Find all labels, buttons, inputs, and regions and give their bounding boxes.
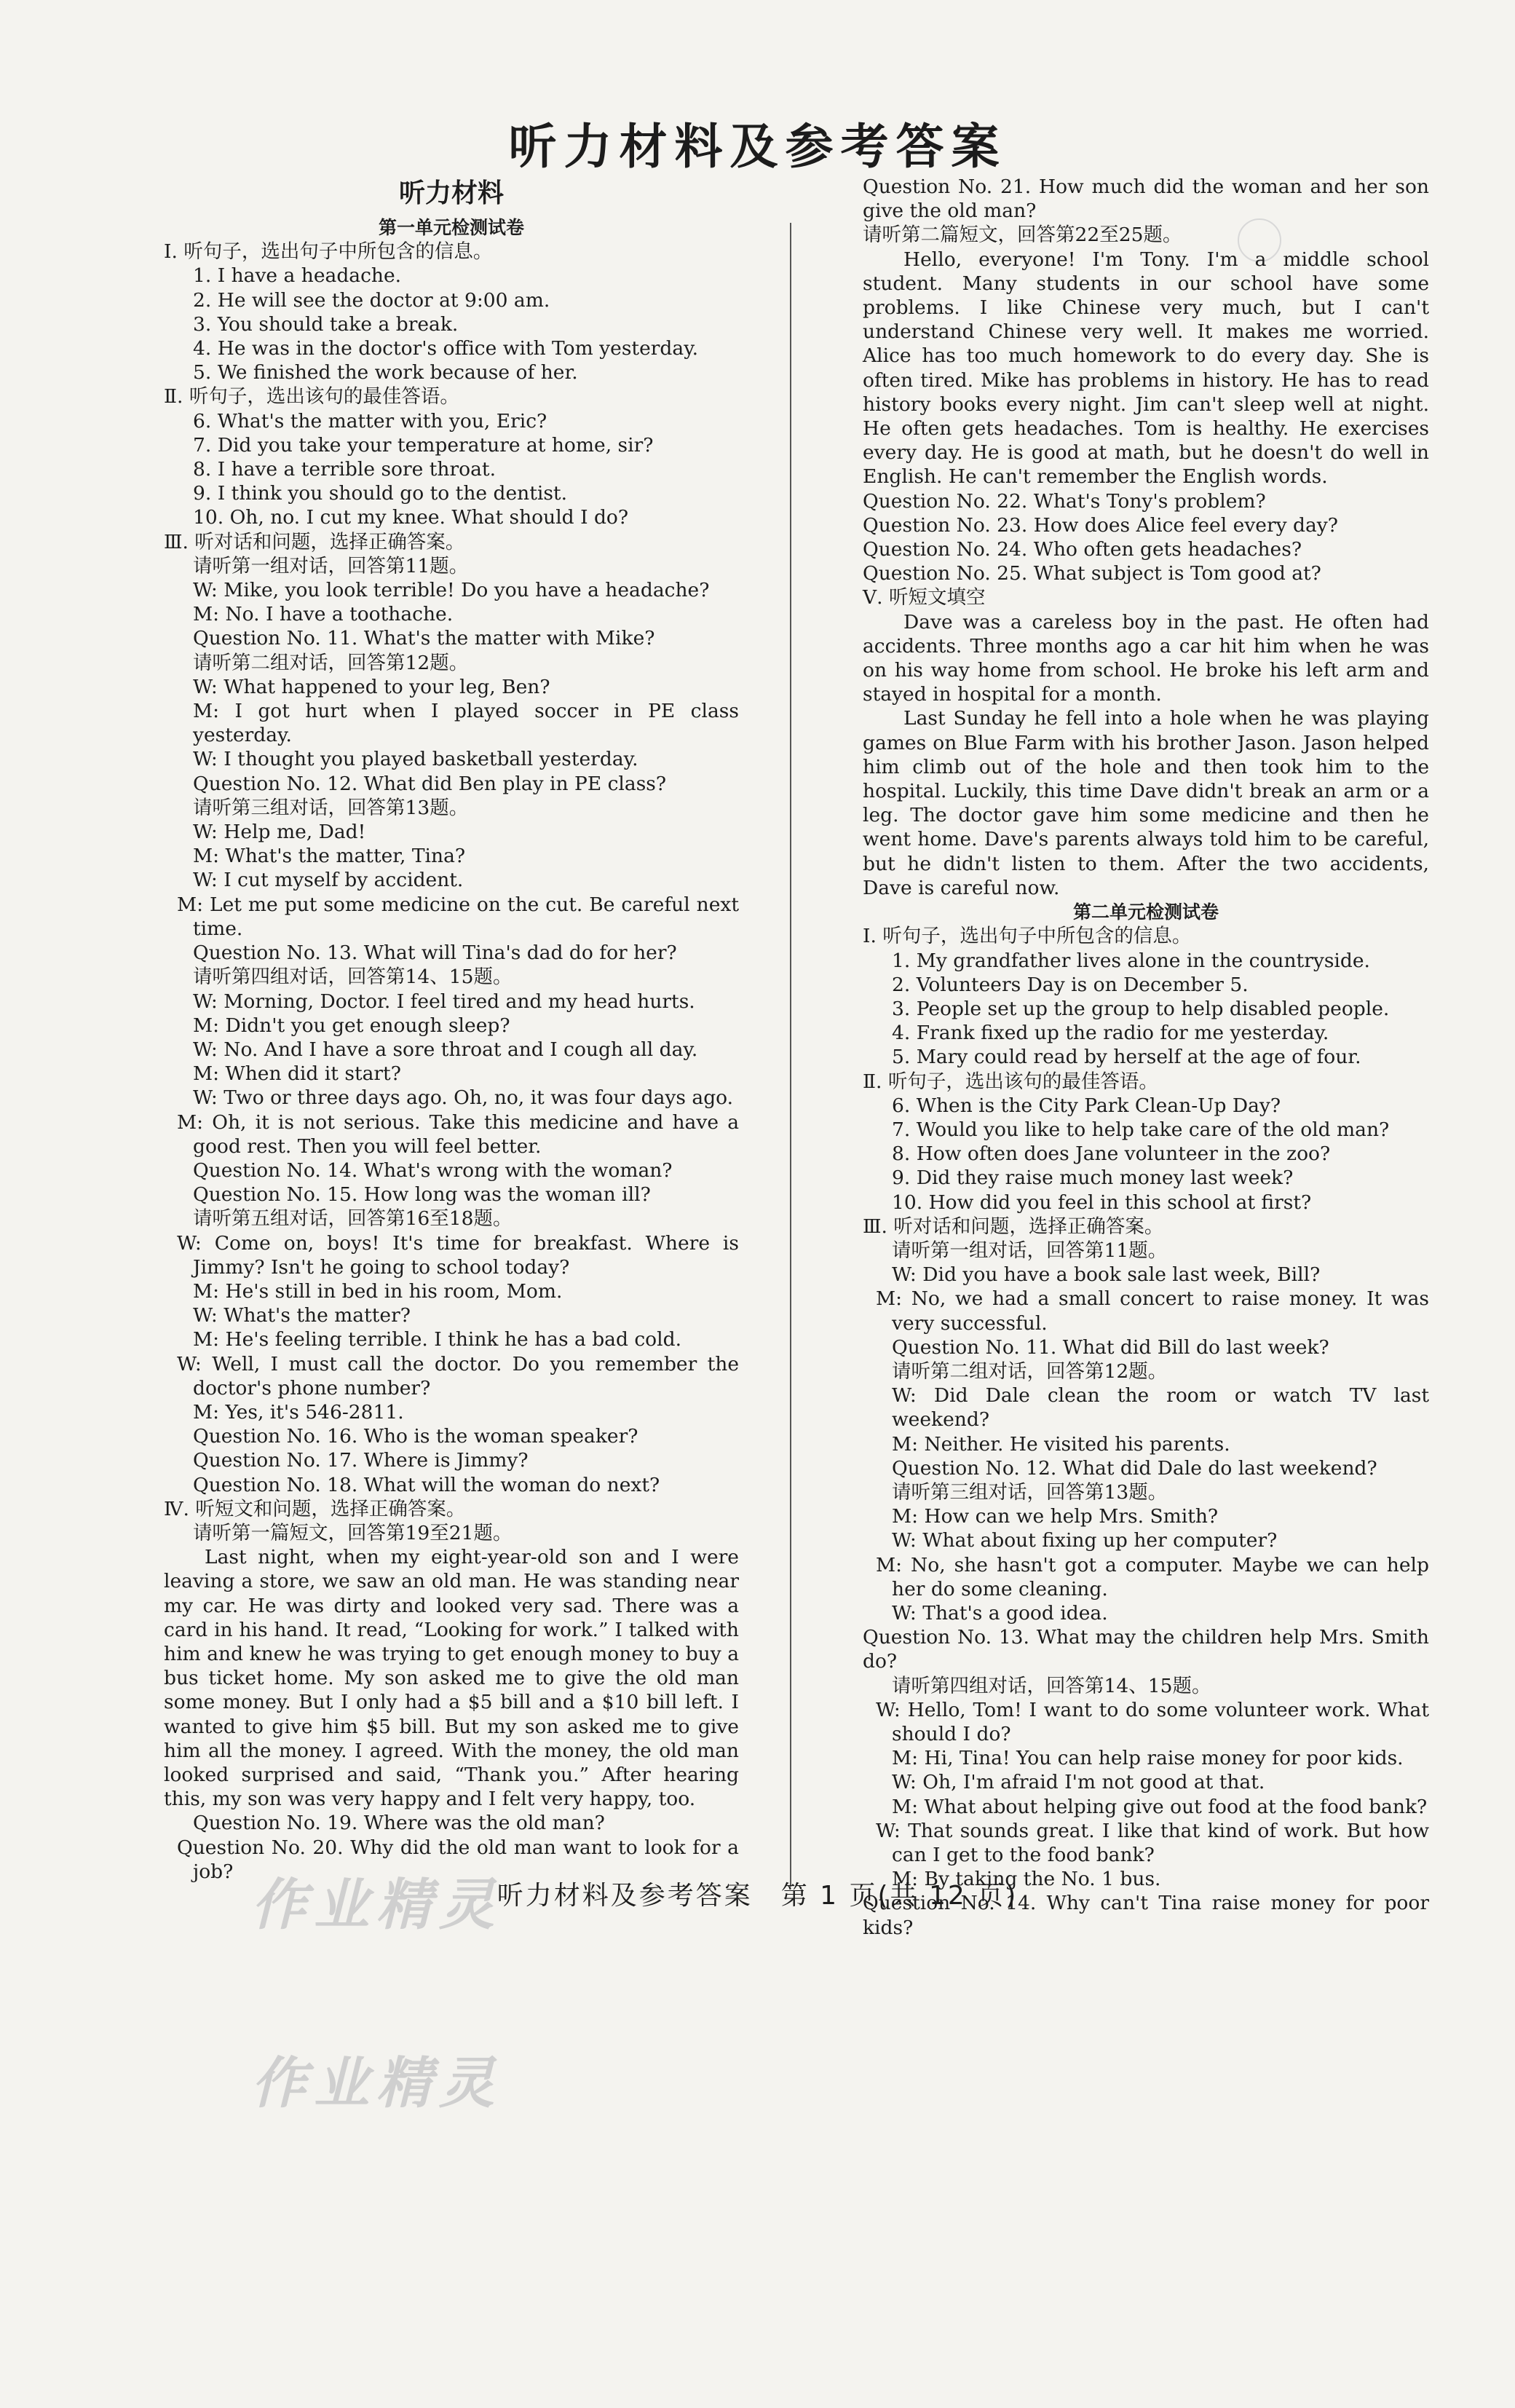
column-divider <box>790 223 791 1887</box>
right-line: 请听第四组对话，回答第14、15题。 <box>892 1674 1211 1697</box>
left-line: 4. He was in the doctor's office with Tom yesterday. <box>193 337 699 360</box>
right-line: 1. My grandfather lives alone in the countryside. <box>892 949 1370 972</box>
left-line: Question No. 17. Where is Jimmy? <box>193 1449 529 1472</box>
right-line: M: No, she hasn't got a computer. Maybe we can help her do some cleaning. <box>876 1553 1429 1600</box>
right-line: 9. Did they raise much money last week? <box>892 1167 1294 1190</box>
left-line: 请听第一组对话，回答第11题。 <box>193 554 469 577</box>
right-line: Question No. 13. What may the children help Mrs. Smith do? <box>863 1626 1429 1673</box>
right-line: W: Did you have a book sale last week, Bill? <box>892 1263 1321 1287</box>
right-line: M: How can we help Mrs. Smith? <box>892 1505 1219 1528</box>
left-line: 9. I think you should go to the dentist. <box>193 482 568 505</box>
left-line: W: No. And I have a sore throat and I cough all day. <box>193 1038 698 1061</box>
left-line: W: I cut myself by accident. <box>193 869 464 892</box>
right-line: W: That sounds great. I like that kind of work. But how can I get to the food bank? <box>876 1819 1429 1867</box>
right-line: Dave was a careless boy in the past. He often had accidents. Three months ago a car hit him when he was on his way home from school. He broke his left arm and stayed in hospital for a month. <box>863 610 1429 706</box>
left-line: W: Two or three days ago. Oh, no, it was four days ago. <box>193 1086 734 1110</box>
left-line: Question No. 13. What will Tina's dad do for her? <box>193 942 677 965</box>
left-line: 6. What's the matter with you, Eric? <box>193 409 547 433</box>
left-line: 8. I have a terrible sore throat. <box>193 458 496 481</box>
left-line: Question No. 16. Who is the woman speaker? <box>193 1425 638 1448</box>
left-line: Ⅳ. 听短文和问题，选择正确答案。 <box>164 1497 466 1520</box>
right-line: 请听第二组对话，回答第12题。 <box>892 1359 1168 1383</box>
watermark: 作业精灵 <box>251 1872 502 1937</box>
right-column <box>863 175 1429 1940</box>
right-line: 7. Would you like to help take care of the old man? <box>892 1118 1390 1141</box>
left-line: 2. He will see the doctor at 9:00 am. <box>193 288 550 312</box>
right-line: Ⅲ. 听对话和问题，选择正确答案。 <box>863 1215 1164 1238</box>
left-line: Ⅲ. 听对话和问题，选择正确答案。 <box>164 530 465 553</box>
right-line: Ⅴ. 听短文填空 <box>863 586 986 609</box>
left-line: Ⅰ. 听句子，选出句子中所包含的信息。 <box>164 240 493 264</box>
left-line: 第一单元检测试卷 <box>378 217 524 238</box>
right-line: 10. How did you feel in this school at first? <box>892 1191 1312 1214</box>
left-line: 10. Oh, no. I cut my knee. What should I do? <box>193 506 629 529</box>
right-line: Last Sunday he fell into a hole when he was playing games on Blue Farm with his brother Jason. Jason helped him climb out of the hole and then took him to the hospital. Luckily, this time Dave didn't break an arm or a leg. The doctor gave him some medicine and then he went home. Dave's parents always told him to be careful, but he didn't listen to them. After the two accidents, Dave is careful now. <box>863 707 1429 899</box>
right-line: W: What about fixing up her computer? <box>892 1529 1278 1552</box>
right-line: M: No, we had a small concert to raise money. It was very successful. <box>876 1287 1429 1335</box>
left-line: Question No. 19. Where was the old man? <box>193 1812 605 1835</box>
left-line: M: Yes, it's 546-2811. <box>193 1400 404 1424</box>
left-line: W: What's the matter? <box>193 1304 411 1327</box>
left-line: 3. You should take a break. <box>193 312 459 336</box>
right-line: 8. How often does Jane volunteer in the zoo? <box>892 1142 1331 1166</box>
left-line: M: When did it start? <box>193 1062 401 1086</box>
right-line: M: By taking the No. 1 bus. <box>892 1868 1161 1891</box>
right-line: 3. People set up the group to help disabled people. <box>892 997 1390 1020</box>
left-line: Question No. 18. What will the woman do next? <box>193 1473 660 1496</box>
left-line: 1. I have a headache. <box>193 264 402 288</box>
right-line: 请听第三组对话，回答第13题。 <box>892 1480 1168 1504</box>
left-line: M: He's still in bed in his room, Mom. <box>193 1279 563 1303</box>
right-line: W: Did Dale clean the room or watch TV last weekend? <box>892 1384 1429 1432</box>
right-line: W: Hello, Tom! I want to do some volunteer work. What should I do? <box>876 1698 1429 1745</box>
right-line: M: Hi, Tina! You can help raise money for poor kids. <box>892 1747 1404 1770</box>
left-line: W: I thought you played basketball yesterday. <box>193 748 638 771</box>
left-line: M: I got hurt when I played soccer in PE class yesterday. <box>193 700 739 747</box>
right-line: W: That's a good idea. <box>892 1601 1108 1625</box>
left-line: 请听第四组对话，回答第14、15题。 <box>193 966 513 989</box>
left-line: Question No. 15. How long was the woman ill? <box>193 1183 651 1207</box>
right-line: 5. Mary could read by herself at the age of four. <box>892 1046 1361 1069</box>
left-line: 请听第五组对话，回答第16至18题。 <box>193 1207 513 1231</box>
left-line: 请听第三组对话，回答第13题。 <box>193 796 469 819</box>
right-line: Ⅱ. 听句子，选出该句的最佳答语。 <box>863 1070 1158 1093</box>
right-line: M: What about helping give out food at the food bank? <box>892 1795 1428 1818</box>
left-line: 5. We finished the work because of her. <box>193 361 578 384</box>
left-line: W: What happened to your leg, Ben? <box>193 675 550 698</box>
left-line: Question No. 12. What did Ben play in PE class? <box>193 772 667 795</box>
left-line: 请听第一篇短文，回答第19至21题。 <box>193 1521 513 1544</box>
right-line: 第二单元检测试卷 <box>1072 901 1219 923</box>
right-line: Question No. 14. Why can't Tina raise money for poor kids? <box>863 1892 1429 1939</box>
left-line: 请听第二组对话，回答第12题。 <box>193 651 469 674</box>
right-line: 请听第一组对话，回答第11题。 <box>892 1239 1168 1262</box>
left-line: W: Well, I must call the doctor. Do you remember the doctor's phone number? <box>177 1352 739 1400</box>
left-line: M: He's feeling terrible. I think he has a bad cold. <box>193 1328 682 1351</box>
right-line: 请听第二篇短文，回答第22至25题。 <box>863 224 1182 247</box>
left-line: W: Morning, Doctor. I feel tired and my head hurts. <box>193 990 695 1013</box>
left-line: 听力材料 <box>398 178 504 208</box>
left-column <box>164 175 739 1884</box>
right-line: Ⅰ. 听句子，选出句子中所包含的信息。 <box>863 925 1192 948</box>
right-line: 4. Frank fixed up the radio for me yesterday. <box>892 1022 1329 1045</box>
right-line: Question No. 23. How does Alice feel every day? <box>863 513 1338 537</box>
page-title: 听力材料及参考答案 <box>508 119 1007 175</box>
right-line: 6. When is the City Park Clean-Up Day? <box>892 1094 1281 1117</box>
right-line: Question No. 21. How much did the woman and her son give the old man? <box>863 175 1429 223</box>
right-line: W: Oh, I'm afraid I'm not good at that. <box>892 1771 1265 1794</box>
left-line: Ⅱ. 听句子，选出该句的最佳答语。 <box>164 385 459 408</box>
left-line: Question No. 20. Why did the old man want to look for a job? <box>177 1836 739 1883</box>
right-line: 2. Volunteers Day is on December 5. <box>892 973 1249 996</box>
left-line: W: Help me, Dad! <box>193 821 366 844</box>
left-line: Last night, when my eight-year-old son and I were leaving a store, we saw an old man. He was standing near my car. He was dirty and looked very sad. There was a card in his hand. It read, “Looking for work.” I talked with him and knew he was trying to get enough money to buy a bus ticket home. My son asked me to give the old man some money. But I only had a $5 bill and a $10 bill left. I wanted to give him $5 bill. But my son asked me to give him all the money. I agreed. With the money, the old man looked surprised and said, “Thank you.” After hearing this, my son was very happy and I felt very happy, too. <box>164 1546 739 1811</box>
right-line: Question No. 24. Who often gets headaches? <box>863 538 1302 561</box>
left-line: M: Didn't you get enough sleep? <box>193 1014 510 1037</box>
right-line: Question No. 12. What did Dale do last weekend? <box>892 1456 1377 1480</box>
right-line: M: Neither. He visited his parents. <box>892 1432 1230 1456</box>
left-line: Question No. 14. What's wrong with the woman? <box>193 1158 673 1182</box>
left-line: 7. Did you take your temperature at home, sir? <box>193 433 654 457</box>
left-line: M: No. I have a toothache. <box>193 603 454 626</box>
right-line: Question No. 22. What's Tony's problem? <box>863 489 1266 513</box>
left-line: W: Mike, you look terrible! Do you have a headache? <box>193 579 710 602</box>
watermark: 作业精灵 <box>251 2050 502 2115</box>
right-line: Question No. 11. What did Bill do last week? <box>892 1335 1329 1359</box>
page-footer: 听力材料及参考答案 第 1 页(共 12 页) <box>497 1881 1018 1911</box>
right-line: Hello, everyone! I'm Tony. I'm a middle school student. Many students in our school have some problems. I like Chinese very much, but I can't understand Chinese very well. It makes me worried. Alice has too much homework to do every day. She is often tired. Mike has problems in history. He has to read history books every night. Jim can't sleep well at night. He often gets headaches. Tom is healthy. He exercises every day. He is good at math, but he doesn't do well in English. He can't remember the English words. <box>863 248 1429 489</box>
left-line: M: Let me put some medicine on the cut. Be careful next time. <box>177 893 739 940</box>
left-line: M: What's the matter, Tina? <box>193 845 466 868</box>
right-line: Question No. 25. What subject is Tom good at? <box>863 562 1321 585</box>
left-line: Question No. 11. What's the matter with Mike? <box>193 627 655 650</box>
left-line: W: Come on, boys! It's time for breakfast. Where is Jimmy? Isn't he going to school today? <box>177 1231 739 1279</box>
left-line: M: Oh, it is not serious. Take this medicine and have a good rest. Then you will feel better. <box>177 1110 739 1158</box>
